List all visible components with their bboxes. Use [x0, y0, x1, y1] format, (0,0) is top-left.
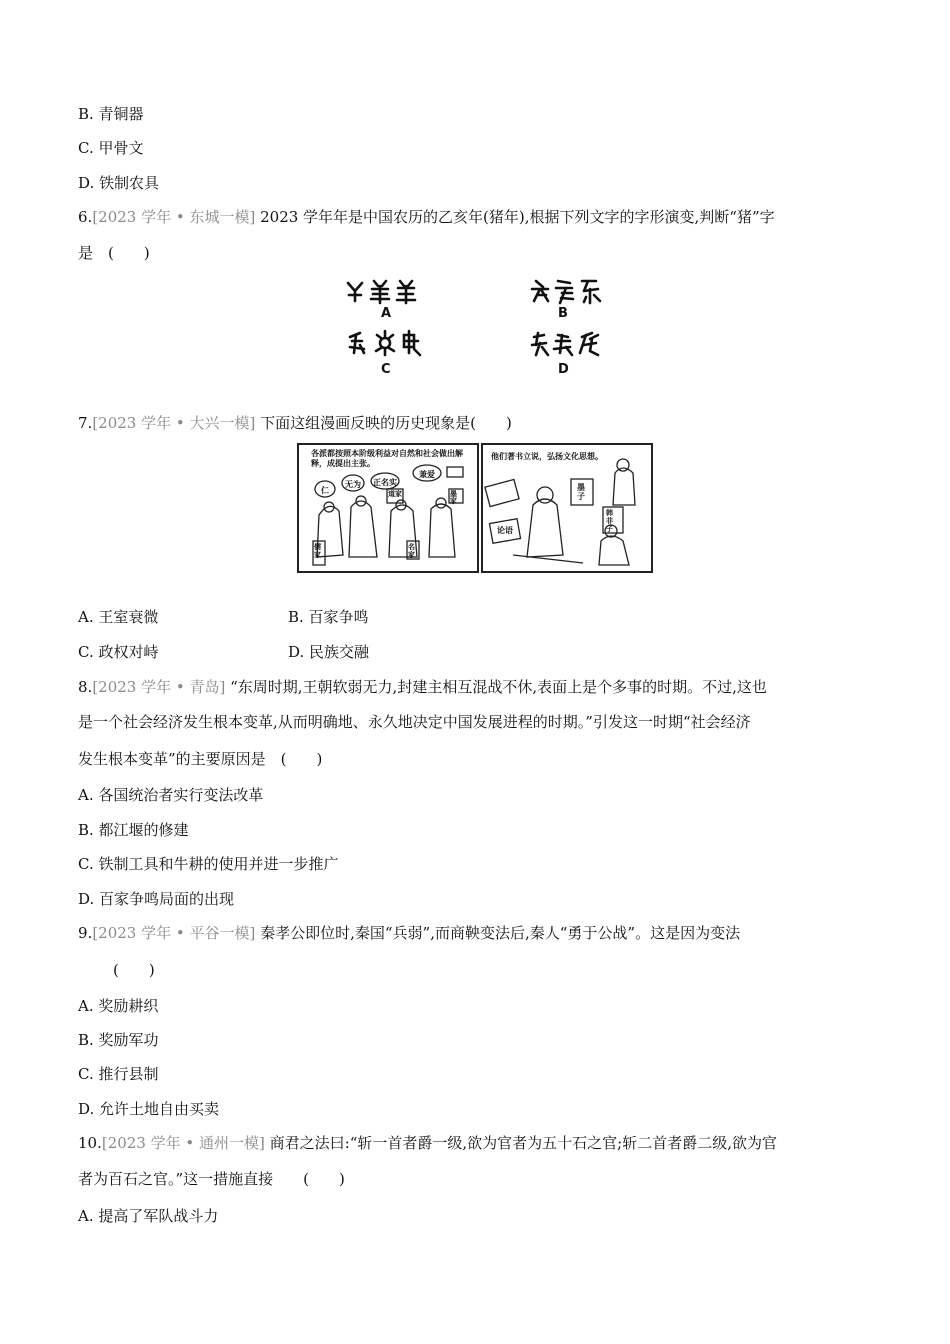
q8-stem-line1	[78, 677, 767, 697]
q6-stem-line2: 是 ( )	[78, 244, 150, 262]
bubble-ren: 仁	[321, 486, 329, 495]
q9-option-c: C. 推行县制	[78, 1065, 159, 1083]
stem-text: 2023 学年年是中国农历的乙亥年(猪年),根据下列文字的字形演变,判断“猪”字	[255, 208, 775, 226]
panel1-caption: 各派都按照本阶级利益对自然和社会做出解释，成提出主张。	[311, 449, 463, 468]
comic-panel-debate	[297, 443, 479, 573]
q9-option-a: A. 奖励耕织	[78, 997, 159, 1015]
question-number: 8.	[78, 678, 93, 696]
sign-mojia: 墨家	[450, 490, 457, 505]
stem-text: 秦孝公即位时,秦国“兵弱”,而商鞅变法后,秦人“勇于公战”。这是因为变法	[255, 924, 741, 942]
sign-daojia: 道家	[388, 490, 402, 498]
panel2-caption: 他们著书立说，弘扬文化思想。	[491, 452, 603, 461]
q5-option-b: B. 青铜器	[78, 105, 144, 123]
comic-panel-writing	[481, 443, 653, 573]
glyph-b-icon	[532, 281, 600, 303]
question-number: 9.	[78, 924, 93, 942]
q7-option-b: B. 百家争鸣	[288, 608, 369, 626]
source-tag: [2023 学年 • 通州一模]	[101, 1134, 265, 1152]
glyph-a-icon	[348, 281, 415, 303]
q8-option-a: A. 各国统治者实行变法改革	[78, 786, 264, 804]
q10-stem-line1	[78, 1133, 777, 1153]
source-tag: [2023 学年 • 平谷一模]	[92, 924, 256, 942]
glyph-d-icon	[532, 333, 598, 355]
q9-option-b: B. 奖励军功	[78, 1031, 159, 1049]
q8-option-c: C. 铁制工具和牛耕的使用并进一步推广	[78, 855, 339, 873]
glyph-c-icon	[350, 331, 420, 355]
source-tag: [2023 学年 • 大兴一模]	[92, 414, 256, 432]
q10-option-a: A. 提高了军队战斗力	[78, 1207, 219, 1225]
book-hanfeizi: 韩非子	[606, 509, 613, 533]
glyph-label-a: A	[381, 306, 392, 321]
glyph-label-b: B	[558, 306, 568, 321]
bubble-wuwei: 无为	[345, 480, 361, 489]
question-number: 10.	[78, 1134, 102, 1152]
source-tag: [2023 学年 • 青岛]	[92, 678, 226, 696]
q7-option-d: D. 民族交融	[288, 643, 370, 661]
glyph-label-c: C	[381, 362, 391, 377]
q9-stem-line2: ( )	[113, 961, 155, 979]
book-mozi: 墨子	[577, 483, 585, 501]
stem-text: “东周时期,王朝软弱无力,封建主相互混战不休,表面上是个多事的时期。不过,这也	[225, 678, 767, 696]
scholars-figures	[483, 445, 651, 571]
q8-stem-line3: 发生根本变革”的主要原因是 ( )	[78, 750, 323, 768]
q9-option-d: D. 允许土地自由买卖	[78, 1100, 220, 1118]
q8-option-b: B. 都江堰的修建	[78, 821, 189, 839]
q5-option-c: C. 甲骨文	[78, 139, 144, 157]
question-number: 6.	[78, 208, 93, 226]
glyph-label-d: D	[558, 362, 569, 377]
book-lunyu: 论语	[497, 526, 513, 535]
q6-stem-line1	[78, 207, 775, 227]
q7-option-c: C. 政权对峙	[78, 643, 159, 661]
q5-option-d: D. 铁制农具	[78, 174, 160, 192]
q9-stem-line1	[78, 923, 740, 943]
q8-stem-line2: 是一个社会经济发生根本变革,从而明确地、永久地决定中国发展进程的时期。”引发这一时期“社会经济	[78, 713, 751, 731]
q10-stem-line2: 者为百石之官。”这一措施直接 ( )	[78, 1170, 345, 1188]
bubble-jianai: 兼爱	[419, 470, 435, 479]
sign-mingjia: 名家	[408, 543, 415, 559]
stem-text: 商君之法曰:“斩一首者爵一级,欲为官者为五十石之官;斩二首者爵二级,欲为官	[264, 1134, 777, 1152]
q7-stem	[78, 413, 512, 433]
philosophers-figures	[299, 445, 477, 571]
stem-text: 下面这组漫画反映的历史现象是( )	[255, 414, 512, 432]
q8-option-d: D. 百家争鸣局面的出现	[78, 890, 235, 908]
source-tag: [2023 学年 • 东城一模]	[92, 208, 256, 226]
sign-rujia: 儒家	[314, 543, 321, 559]
q7-option-a: A. 王室衰微	[78, 608, 159, 626]
bubble-zhengmingshi: 正名实	[373, 478, 397, 487]
question-number: 7.	[78, 414, 93, 432]
